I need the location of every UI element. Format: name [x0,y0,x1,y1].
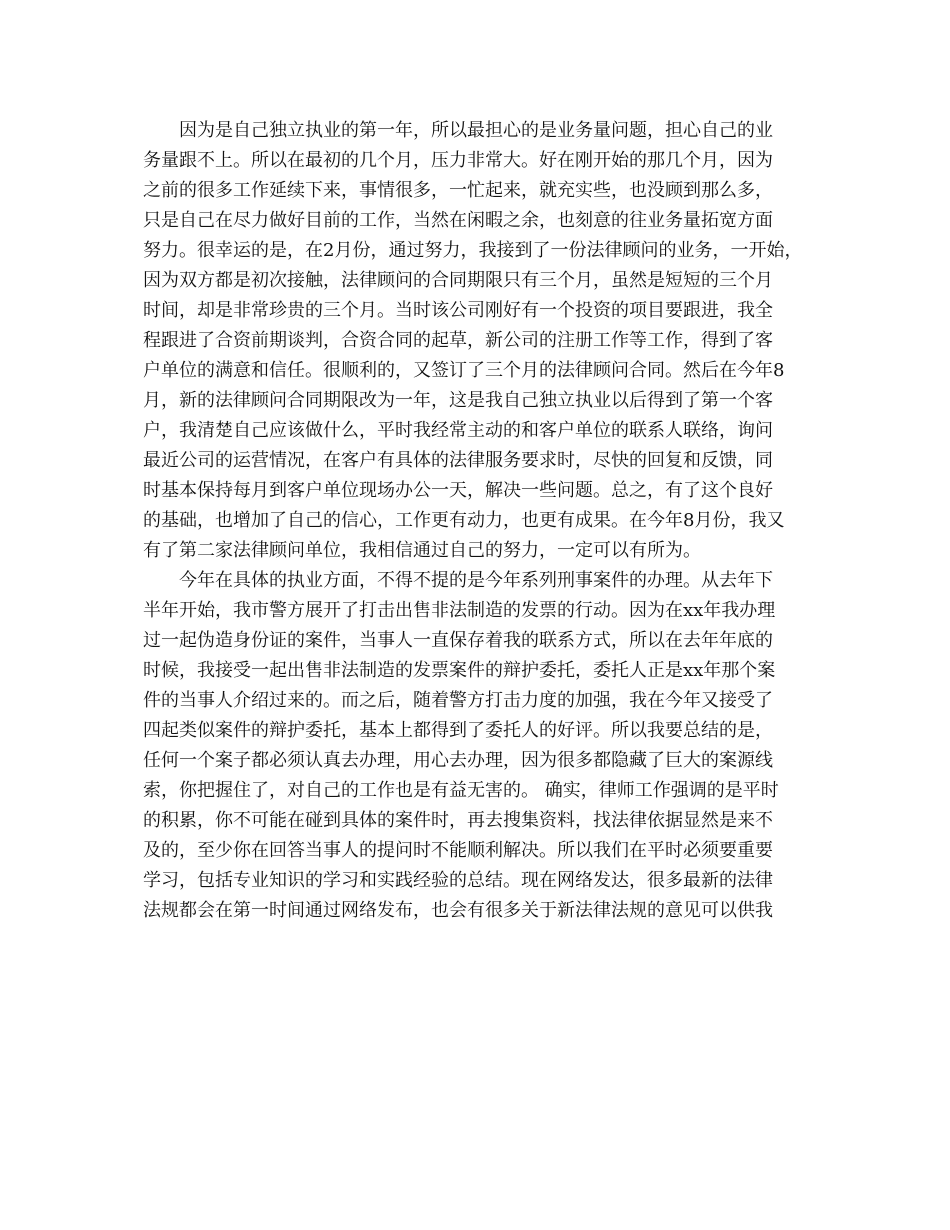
text-line: 任何一个案子都必须认真去办理，用心去办理，因为很多都隐藏了巨大的案源线 [143,750,773,771]
text-line: 学习，包括专业知识的学习和实践经验的总结。现在网络发达，很多最新的法律 [143,870,773,891]
text-line: 有了第二家法律顾问单位，我相信通过自己的努力，一定可以有所为。 [143,540,701,561]
text-line: 时间，却是非常珍贵的三个月。当时该公司刚好有一个投资的项目要跟进，我全 [143,300,773,321]
text-line: 最近公司的运营情况，在客户有具体的法律服务要求时，尽快的回复和反馈，同 [143,450,773,471]
text-line: 时候，我接受一起出售非法制造的发票案件的辩护委托，委托人正是xx年那个案 [143,660,776,681]
text-line: 的积累，你不可能在碰到具体的案件时，再去搜集资料，找法律依据显然是来不 [143,810,773,831]
text-line: 只是自己在尽力做好目前的工作，当然在闲暇之余，也刻意的往业务量拓宽方面 [143,210,773,231]
text-line: 时基本保持每月到客户单位现场办公一天，解决一些问题。总之，有了这个良好 [143,480,773,501]
text-line: 户单位的满意和信任。很顺利的，又签订了三个月的法律顾问合同。然后在今年8 [143,360,785,381]
text-line: 过一起伪造身份证的案件，当事人一直保存着我的联系方式，所以在去年年底的 [143,630,773,651]
text-line: 法规都会在第一时间通过网络发布，也会有很多关于新法律法规的意见可以供我 [143,900,773,921]
text-line: 之前的很多工作延续下来，事情很多，一忙起来，就充实些，也没顾到那么多， [143,180,773,201]
text-line: 四起类似案件的辩护委托，基本上都得到了委托人的好评。所以我要总结的是， [143,720,773,741]
text-line: 务量跟不上。所以在最初的几个月，压力非常大。好在刚开始的那几个月，因为 [143,150,773,171]
text-line: 户，我清楚自己应该做什么，平时我经常主动的和客户单位的联系人联络，询问 [143,420,773,441]
text-line: 件的当事人介绍过来的。而之后，随着警方打击力度的加强，我在今年又接受了 [143,690,773,711]
text-line: 努力。很幸运的是，在2月份，通过努力，我接到了一份法律顾问的业务，一开始， [143,240,803,261]
text-line: 半年开始，我市警方展开了打击出售非法制造的发票的行动。因为在xx年我办理 [143,600,776,621]
text-line: 因为是自己独立执业的第一年，所以最担心的是业务量问题，担心自己的业 [143,120,773,141]
text-line: 索，你把握住了，对自己的工作也是有益无害的。 确实，律师工作强调的是平时 [143,780,779,801]
text-line: 今年在具体的执业方面，不得不提的是今年系列刑事案件的办理。从去年下 [143,570,773,591]
text-line: 及的，至少你在回答当事人的提问时不能顺利解决。所以我们在平时必须要重要 [143,840,773,861]
document-body [143,116,843,926]
text-line: 月，新的法律顾问合同期限改为一年，这是我自己独立执业以后得到了第一个客 [143,390,773,411]
text-line: 的基础，也增加了自己的信心，工作更有动力，也更有成果。在今年8月份，我又 [143,510,785,531]
text-line: 程跟进了合资前期谈判，合资合同的起草，新公司的注册工作等工作，得到了客 [143,330,773,351]
text-line: 因为双方都是初次接触，法律顾问的合同期限只有三个月，虽然是短短的三个月 [143,270,773,291]
